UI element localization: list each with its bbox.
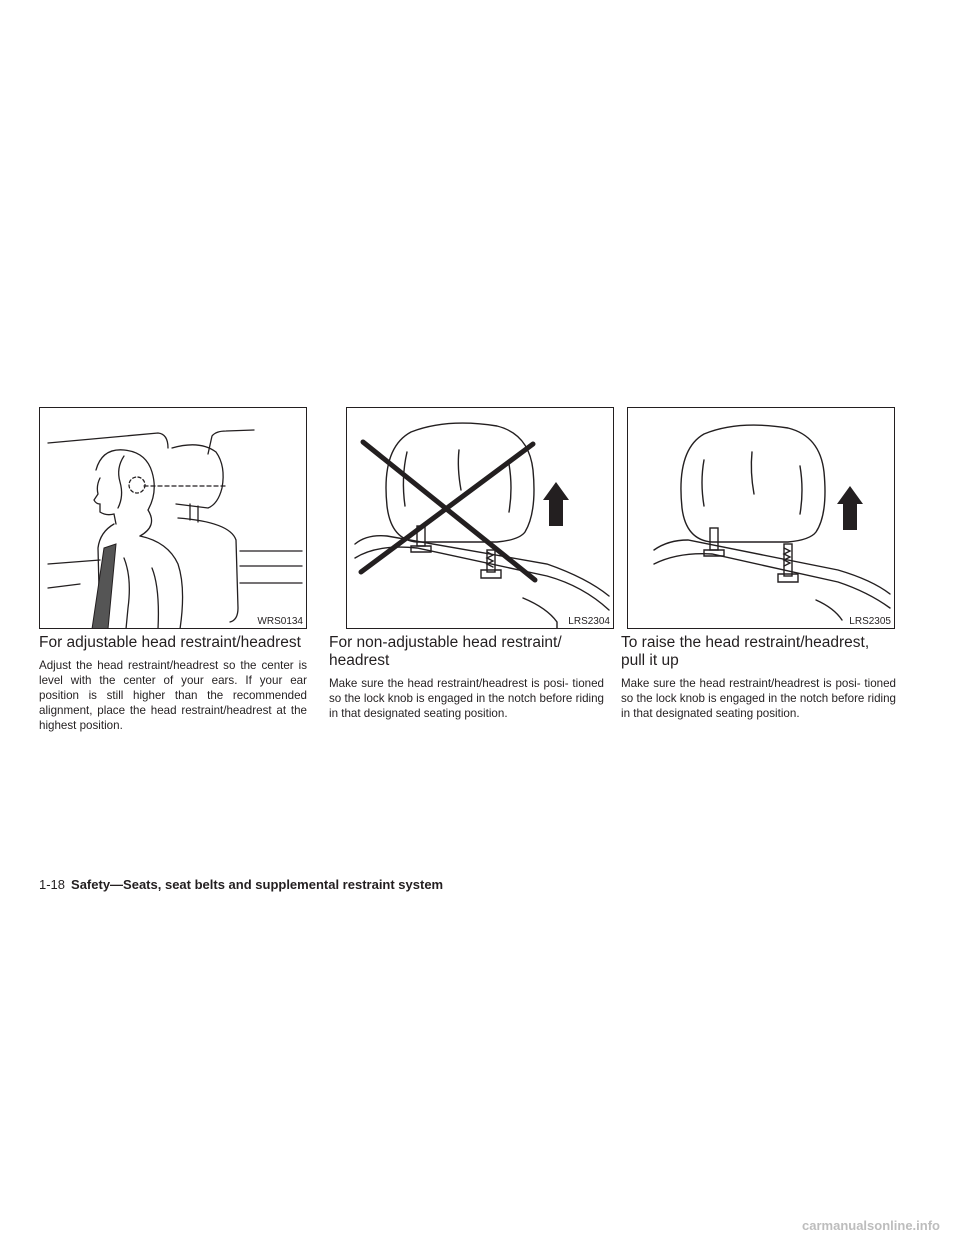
section-heading: For non-adjustable head restraint/ headrest bbox=[329, 634, 562, 669]
page-footer bbox=[39, 877, 443, 892]
section-body: Adjust the head restraint/headrest so the center is level with the center of your ears. If your ear position is still higher than the recommended alignment, place the head restraint/headrest at the highest position. bbox=[39, 659, 307, 732]
column-raise bbox=[621, 634, 896, 721]
section-heading: To raise the head restraint/headrest, pull it up bbox=[621, 634, 870, 669]
column-non-adjustable bbox=[329, 634, 604, 721]
page-number: 1-18 bbox=[39, 877, 66, 892]
crossed-headrest-illustration bbox=[347, 408, 614, 629]
figure-non-adjustable-headrest bbox=[346, 407, 614, 629]
watermark-text: carmanualsonline.info bbox=[802, 1218, 940, 1233]
person-headrest-illustration bbox=[40, 408, 307, 629]
column-adjustable bbox=[39, 634, 307, 733]
figure-adjustable-headrest bbox=[39, 407, 307, 629]
raise-headrest-illustration bbox=[628, 408, 895, 629]
figure-code: LRS2304 bbox=[568, 616, 610, 627]
section-body: Make sure the head restraint/headrest is posi- tioned so the lock knob is engaged in the notch before riding in that designated seating position. bbox=[329, 677, 604, 720]
figure-code: WRS0134 bbox=[257, 616, 303, 627]
figure-raise-headrest bbox=[627, 407, 895, 629]
figure-code: LRS2305 bbox=[849, 616, 891, 627]
section-heading: For adjustable head restraint/headrest bbox=[39, 634, 301, 651]
section-body: Make sure the head restraint/headrest is posi- tioned so the lock knob is engaged in the notch before riding in that designated seating position. bbox=[621, 677, 896, 720]
footer-section-title: Safety—Seats, seat belts and supplemental restraint system bbox=[71, 877, 444, 892]
